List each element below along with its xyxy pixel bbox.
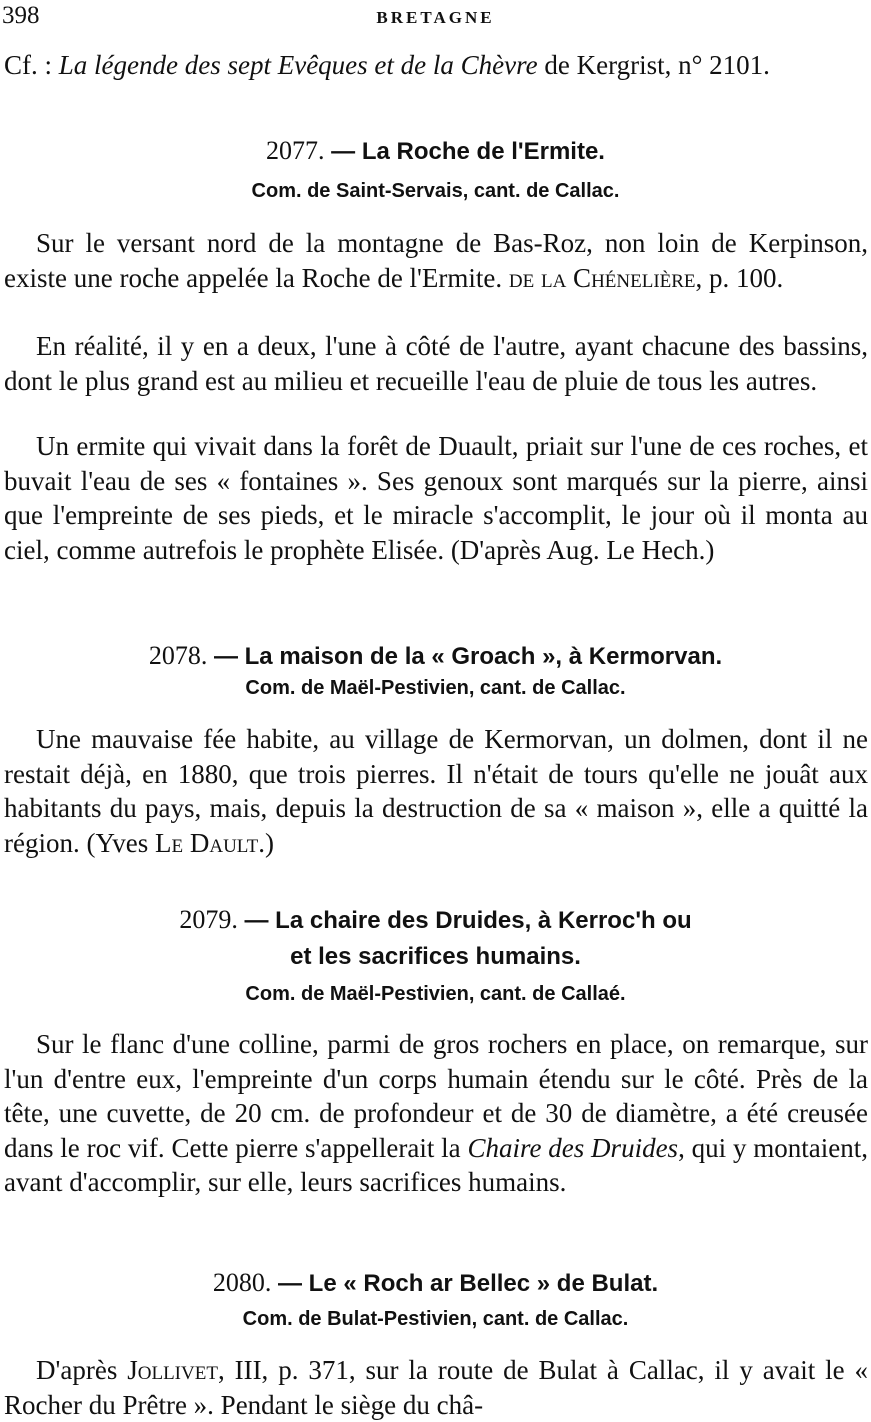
italic-title: Chaire des Druides bbox=[467, 1132, 679, 1163]
intro-title: La légende des sept Evêques et de la Chèvre bbox=[58, 50, 538, 80]
section-2079-heading-line-2: et les sacrifices humains. bbox=[290, 943, 581, 970]
section-2080-paragraph-1: D'après Jollivet, III, p. 371, sur la route de Bulat à Callac, il y avait le « Rocher du Prêtre ». Pendant le siège du châ- bbox=[4, 1355, 868, 1420]
page-number: 398 bbox=[2, 2, 40, 29]
author-name: Jollivet bbox=[127, 1355, 218, 1385]
section-2080-location: Com. de Bulat-Pestivien, cant. de Callac. bbox=[242, 1308, 629, 1330]
section-2080-heading: 2080. — Le « Roch ar Bellec » de Bulat. bbox=[212, 1268, 659, 1297]
author-name: de la Chénelière bbox=[508, 262, 696, 293]
section-2077-paragraph-2: En réalité, il y en a deux, l'une à côté de l'autre, ayant chacune des bassins, dont le plus grand est au milieu et recueille l'eau de pluie de tous les autres. bbox=[4, 331, 868, 396]
intro-reference: Cf. : La légende des sept Evêques et de la Chèvre de Kergrist, n° 2101. bbox=[4, 50, 770, 80]
running-header bbox=[0, 2, 871, 32]
section-2077-location: Com. de Saint-Servais, cant. de Callac. bbox=[251, 180, 620, 202]
section-2079-paragraph-1: Sur le flanc d'une colline, parmi de gros rochers en place, on remarque, sur l'un d'entre eux, l'empreinte d'un corps humain étendu sur le côté. Près de la tête, une cuvette, de 20 cm. de profondeur et de 30 de diamètre, a été creusée dans le roc vif. Cette pierre s'appellerait la Chaire des Druides, qui y montaient, avant d'accomplir, sur elle, leurs sacrifices humains. bbox=[4, 1029, 868, 1197]
section-2079-location: Com. de Maël-Pestivien, cant. de Callaé. bbox=[245, 983, 626, 1005]
section-2079-heading: 2079. — La chaire des Druides, à Kerroc'h ou bbox=[179, 905, 692, 934]
section-2078-heading: 2078. — La maison de la « Groach », à Kermorvan. bbox=[148, 641, 723, 670]
running-title: BRETAGNE bbox=[376, 8, 495, 27]
section-2077-paragraph-1: Sur le versant nord de la montagne de Bas-Roz, non loin de Kerpinson, existe une roche appelée la Roche de l'Ermite. de la Chénelière, p. 100. bbox=[4, 228, 868, 293]
section-2077-heading: 2077. — La Roche de l'Ermite. bbox=[266, 136, 605, 165]
section-2077-paragraph-3: Un ermite qui vivait dans la forêt de Duault, priait sur l'une de ces roches, et buvait l'eau de ses « fontaines ». Ses genoux sont marqués sur la pierre, ainsi que l'empreinte de ses pieds, et le miracle s'accomplit, le jour où il monta au ciel, comme autrefois le prophète Elisée. (D'après Aug. Le Hech.) bbox=[4, 431, 868, 565]
author-name: Le Dault bbox=[155, 827, 259, 858]
section-2078-location: Com. de Maël-Pestivien, cant. de Callac. bbox=[245, 677, 626, 699]
section-2078-paragraph-1: Une mauvaise fée habite, au village de Kermorvan, un dolmen, dont il ne restait déjà, en 1880, que trois pierres. Il n'était de tours qu'elle ne jouât aux habitants du pays, mais, depuis la destruction de sa « maison », elle a quitté la région. (Yves Le Dault.) bbox=[4, 724, 868, 858]
